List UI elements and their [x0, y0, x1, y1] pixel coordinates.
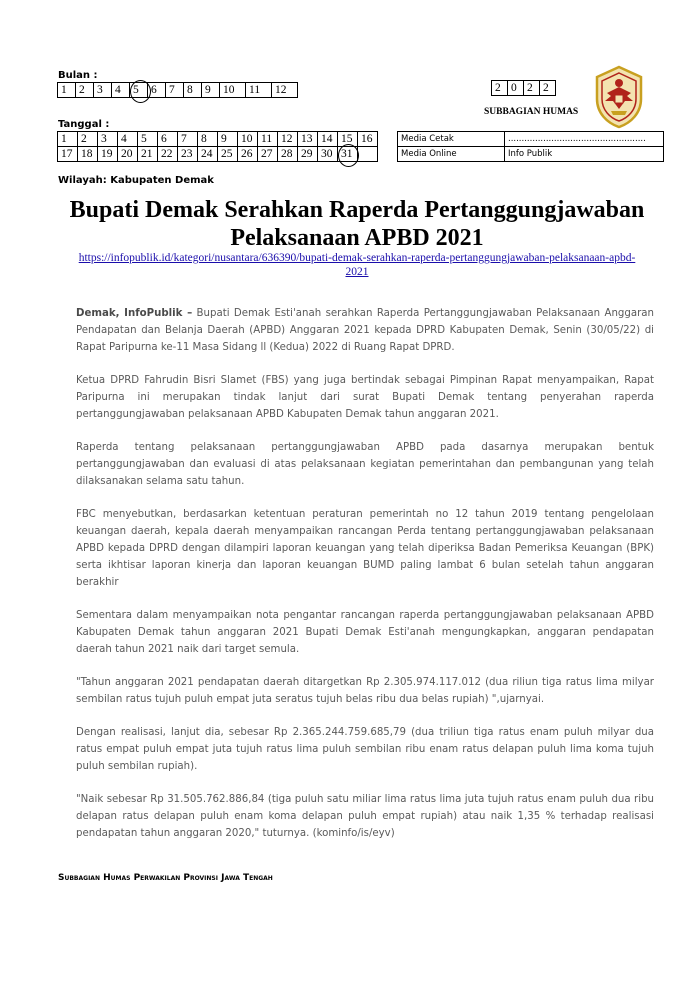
month-cell: 12 [272, 83, 298, 98]
day-cell: 3 [98, 132, 118, 147]
article-url-line2[interactable]: 2021 [345, 266, 369, 278]
article-title-line1: Bupati Demak Serahkan Raperda Pertanggungjawaban [69, 197, 645, 223]
selected-month: 5 [133, 84, 139, 96]
day-cell: 12 [278, 132, 298, 147]
paragraph-1-text: Bupati Demak Esti'anah serahkan Raperda Pertanggungjawaban Pelaksanaan Anggaran Pendapatan dan Belanja Daerah (APBD) Anggaran 2021 kepada DPRD Kabupaten Demak, Senin (30/05/22) di Rapat Paripurna ke-11 Masa Sidang ll (Kedua) 2022 di Ruang Rapat DPRD. [76, 308, 654, 353]
day-cell: 27 [258, 147, 278, 162]
paragraph-6: "Tahun anggaran 2021 pendapatan daerah ditargetkan Rp 2.305.974.117.012 (dua riliun tiga ratus lima milyar sembilan ratus tujuh puluh empat juta seratus tujuh belas ribu dua belas rupiah) ",ujarnyai. [76, 677, 654, 705]
month-cell: 6 [148, 83, 166, 98]
month-cell: 7 [166, 83, 184, 98]
media-cetak-label: Media Cetak [398, 132, 505, 147]
year-digit: 0 [508, 81, 524, 96]
article-url[interactable] [40, 251, 674, 279]
day-cell: 1 [58, 132, 78, 147]
month-cell: 8 [184, 83, 202, 98]
day-cell: 19 [98, 147, 118, 162]
year-digit: 2 [540, 81, 556, 96]
article-body [76, 305, 654, 842]
month-cell: 10 [220, 83, 246, 98]
subbagian-label: SUBBAGIAN HUMAS [484, 107, 579, 117]
footer-text: Subbagian Humas Perwakilan Provinsi Jawa Tengah [58, 873, 273, 883]
paragraph-4: FBC menyebutkan, berdasarkan ketentuan peraturan pemerintah no 12 tahun 2019 tentang pengelolaan keuangan daerah, kepala daerah menyampaikan rancangan Perda tentang pertanggungjawaban pelaksanaan APBD kepada DPRD dengan dilampiri laporan keuangan yang telah diperiksa Badan Pemeriksa Keuangan (BPK) serta ikhtisar laporan kinerja dan laporan keuangan BUMD paling lambat 6 bulan setelah tahun anggaran berakhir [76, 509, 654, 588]
day-cell: 20 [118, 147, 138, 162]
day-cell: 16 [358, 132, 378, 147]
year-digit: 2 [524, 81, 540, 96]
day-cell: 23 [178, 147, 198, 162]
day-cell: 5 [138, 132, 158, 147]
paragraph-3: Raperda tentang pelaksanaan pertanggungjawaban APBD pada dasarnya merupakan bentuk pertanggungjawaban dan evaluasi di atas pelaksanaan kegiatan pemerintahan dan pembangunan yang telah dilaksanakan selama satu tahun. [76, 442, 654, 487]
month-cell-selected [130, 83, 148, 98]
day-cell: 9 [218, 132, 238, 147]
day-cell: 2 [78, 132, 98, 147]
dateline: Demak, InfoPublik – [76, 308, 193, 319]
paragraph-5: Sementara dalam menyampaikan nota pengantar rancangan raperda pertanggungjawaban pelaksanaan APBD Kabupaten Demak tahun anggaran 2021 Bupati Demak Esti'anah mengungkapkan, anggaran pendapatan daerah tahun 2021 naik dari target semula. [76, 610, 654, 655]
day-cell: 28 [278, 147, 298, 162]
day-cell: 4 [118, 132, 138, 147]
article-title-line2: Pelaksanaan APBD 2021 [230, 225, 484, 251]
wilayah-label: Wilayah: Kabupaten Demak [58, 175, 214, 186]
day-cell: 13 [298, 132, 318, 147]
day-cell-empty [358, 147, 378, 162]
day-cell-selected [338, 147, 358, 162]
month-cell: 9 [202, 83, 220, 98]
day-cell: 8 [198, 132, 218, 147]
article-title [40, 196, 674, 252]
day-cell: 14 [318, 132, 338, 147]
day-cell: 6 [158, 132, 178, 147]
bulan-label: Bulan : [58, 70, 98, 81]
date-grid [57, 131, 378, 162]
media-cetak-value: ................................................... [505, 132, 664, 147]
day-cell: 21 [138, 147, 158, 162]
paragraph-7: Dengan realisasi, lanjut dia, sebesar Rp 2.365.244.759.685,79 (dua triliun tiga ratus enam puluh milyar dua ratus empat puluh empat juta tujuh ratus lima puluh sembilan ribu enam ratus delapan puluh lima koma tujuh puluh sembilan rupiah). [76, 727, 654, 772]
day-cell: 7 [178, 132, 198, 147]
tanggal-label: Tanggal : [58, 119, 110, 130]
month-cell: 3 [94, 83, 112, 98]
day-cell: 10 [238, 132, 258, 147]
garuda-emblem-icon [589, 63, 649, 129]
selected-day: 31 [341, 148, 353, 160]
article-url-line1[interactable]: https://infopublik.id/kategori/nusantara/636390/bupati-demak-serahkan-raperda-pertanggungjawaban-pelaksanaan-apbd- [78, 252, 636, 264]
month-cell: 1 [58, 83, 76, 98]
paragraph-2: Ketua DPRD Fahrudin Bisri Slamet (FBS) yang juga bertindak sebagai Pimpinan Rapat menyampaikan, Rapat Paripurna ini merupakan tindak lanjut dari surat Bupati Demak tentang penyerahan raperda pertanggungjawaban pelaksanaan APBD Kabupaten Demak tahun anggaran 2021. [76, 375, 654, 420]
year-box [491, 80, 556, 96]
day-cell: 29 [298, 147, 318, 162]
media-online-label: Media Online [398, 147, 505, 162]
media-online-value: Info Publik [505, 147, 664, 162]
paragraph-8: "Naik sebesar Rp 31.505.762.886,84 (tiga puluh satu miliar lima ratus lima juta tujuh ratus enam puluh dua ribu delapan ratus delapan puluh enam koma delapan puluh empat rupiah) atau naik 1,35 % terhadap realisasi pendapatan tahun anggaran 2020," tuturnya. (kominfo/is/eyv) [76, 794, 654, 839]
day-cell: 15 [338, 132, 358, 147]
day-cell: 11 [258, 132, 278, 147]
day-cell: 25 [218, 147, 238, 162]
month-cell: 2 [76, 83, 94, 98]
day-cell: 24 [198, 147, 218, 162]
media-table [397, 131, 664, 162]
year-digit: 2 [492, 81, 508, 96]
month-grid [57, 82, 298, 98]
month-cell: 11 [246, 83, 272, 98]
day-cell: 30 [318, 147, 338, 162]
day-cell: 22 [158, 147, 178, 162]
day-cell: 26 [238, 147, 258, 162]
month-cell: 4 [112, 83, 130, 98]
day-cell: 18 [78, 147, 98, 162]
day-cell: 17 [58, 147, 78, 162]
paragraph-1 [76, 305, 654, 356]
